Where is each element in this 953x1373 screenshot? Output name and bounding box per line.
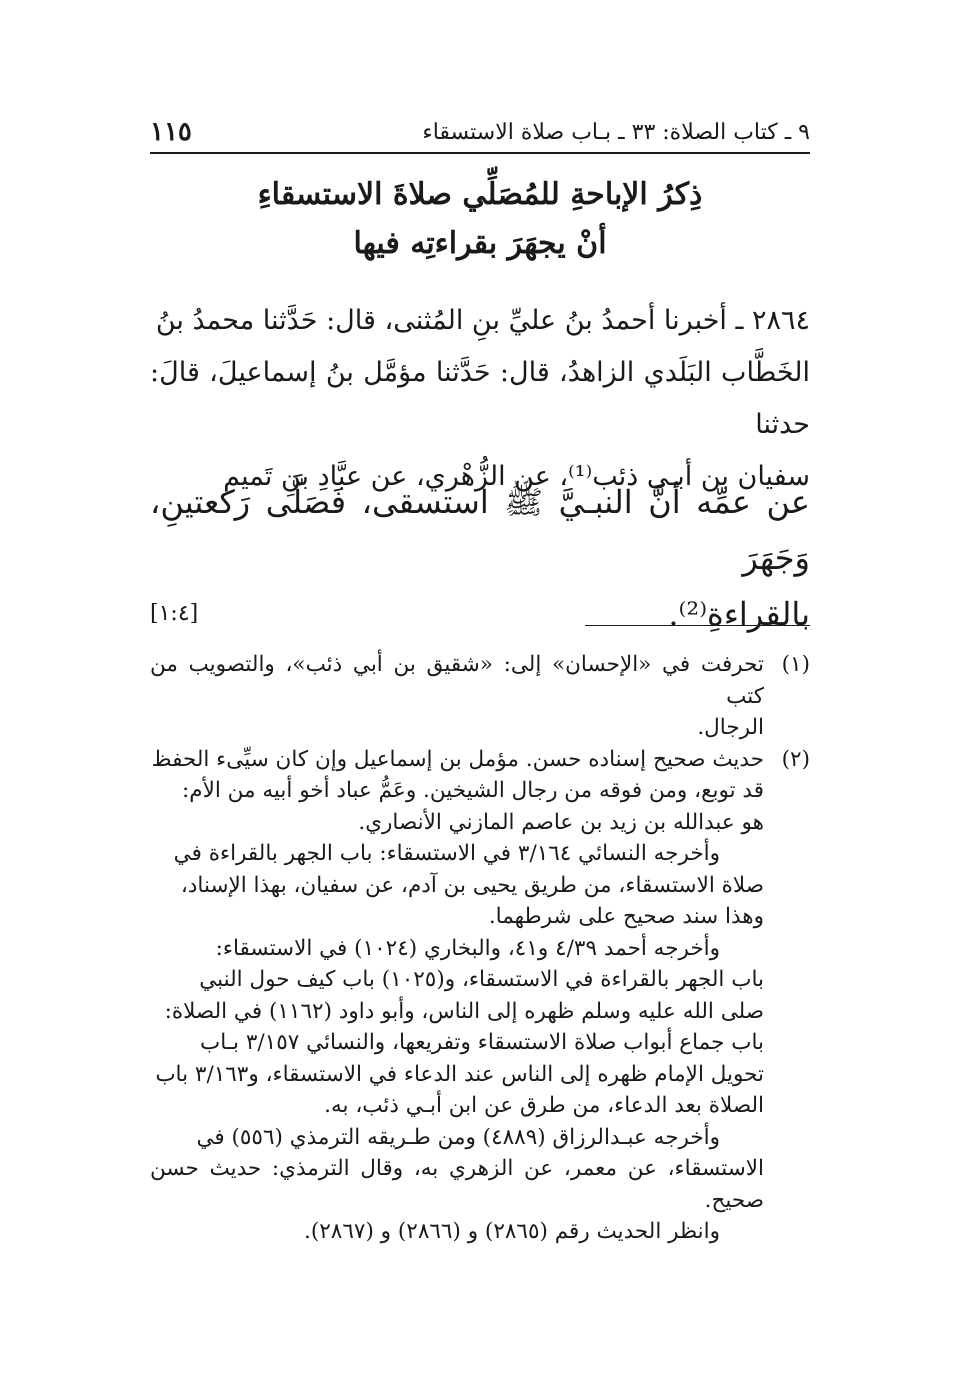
footnote-number: (١)	[781, 652, 810, 677]
footnote-line: حديث صحيح إسناده حسن. مؤمل بن إسماعيل وإن كان سيِّىء الحفظ	[151, 746, 764, 772]
matn-line: عن عمِّه أنَّ النبـيَّ ﷺ استسقى، فَصَلَّى رَكعتينِ، وَجَهَرَ	[150, 483, 810, 577]
section-heading-line1: ذِكرُ الإباحةِ للمُصَلِّي صلاةَ الاستسقاءِ	[257, 177, 703, 212]
footnotes	[150, 649, 810, 1248]
footnote-line: تحويل الإمام ظهره إلى الناس عند الدعاء في الاستسقاء، و٣/١٦٣ باب	[155, 1061, 764, 1087]
footnote-2	[150, 744, 810, 839]
footnote-line: وأخرجه عبـدالرزاق (٤٨٨٩) ومن طـريقه الترمذي (٥٥٦) في	[196, 1124, 720, 1150]
header-rule	[150, 152, 810, 154]
footnote-line: الصلاة بعد الدعاء، من طرق عن ابن أبـي ذئب، به.	[324, 1093, 764, 1118]
footnote-line: هو عبدالله بن زيد بن عاصم المازني الأنصاري.	[358, 809, 764, 835]
section-heading-line2: أنْ يجهَرَ بقراءتِه فيها	[353, 226, 607, 261]
hadith-isnad	[150, 295, 810, 503]
footnote-separator	[585, 625, 810, 626]
isnad-line: ٢٨٦٤ ـ أخبرنا أحمدُ بنُ عليِّ بنِ المُثنى، قال: حَدَّثنا محمدُ بنُ	[155, 305, 810, 336]
footnote-number: (٢)	[781, 746, 810, 772]
footnote-line: الاستسقاء، عن معمر، عن الزهري به، وقال الترمذي: حديث حسن صحيح.	[150, 1156, 764, 1213]
hadith-reference: [١:٤]	[150, 601, 199, 626]
footnote-line: وانظر الحديث رقم (٢٨٦٥) و (٢٨٦٦) و (٢٨٦٧).	[304, 1219, 720, 1244]
footnote-line: تحرفت في «الإحسان» إلى: «شقيق بن أبي ذئب»، والتصويب من كتب	[150, 652, 764, 709]
hadith-matn	[150, 474, 810, 642]
page-number: ١١٥	[150, 117, 192, 147]
footnote-line: وهذا سند صحيح على شرطهما.	[488, 904, 764, 929]
chapter-title: ٩ ـ كتاب الصلاة: ٣٣ ـ بـاب صلاة الاستسقاء	[422, 119, 810, 145]
matn-last-row	[150, 586, 810, 642]
footnote-line: صلاة الاستسقاء، من طريق يحيى بن آدم، عن سفيان، بهذا الإسناد،	[180, 872, 764, 898]
footnote-line: قد توبع، ومن فوقه من رجال الشيخين. وعَمُّ عباد أخو أبيه من الأم:	[182, 778, 764, 803]
footnote-line: باب الجهر بالقراءة في الاستسقاء، و(١٠٢٥) باب كيف حول النبي	[199, 967, 764, 992]
footnote-line: صلى الله عليه وسلم ظهره إلى الناس، وأبو داود (١١٦٢) في الصلاة:	[164, 998, 764, 1024]
footnote-1	[150, 649, 810, 744]
footnote-line: وأخرجه النسائي ٣/١٦٤ في الاستسقاء: باب الجهر بالقراءة في	[173, 841, 720, 866]
running-header	[150, 112, 810, 152]
footnote-line: باب جماع أبواب صلاة الاستسقاء وتفريعها، والنسائي ٣/١٥٧ بـاب	[199, 1030, 764, 1055]
footnote-line: الرجال.	[697, 715, 764, 740]
isnad-line: الخَطَّاب البَلَدي الزاهدُ، قال: حَدَّثنا مؤمَّل بنُ إسماعيلَ، قالَ: حدثنا	[150, 357, 810, 440]
isnad-line: سفيان بن أبـي ذئب⁽¹⁾، عن الزُّهْري، عن عبَّادِ بنِ تَميم	[223, 461, 810, 492]
matn-line: بالقراءةِ⁽²⁾.	[668, 595, 810, 633]
footnote-line: وأخرجه أحمد ٤/٣٩ و٤١، والبخاري (١٠٢٤) في الاستسقاء:	[215, 935, 720, 961]
